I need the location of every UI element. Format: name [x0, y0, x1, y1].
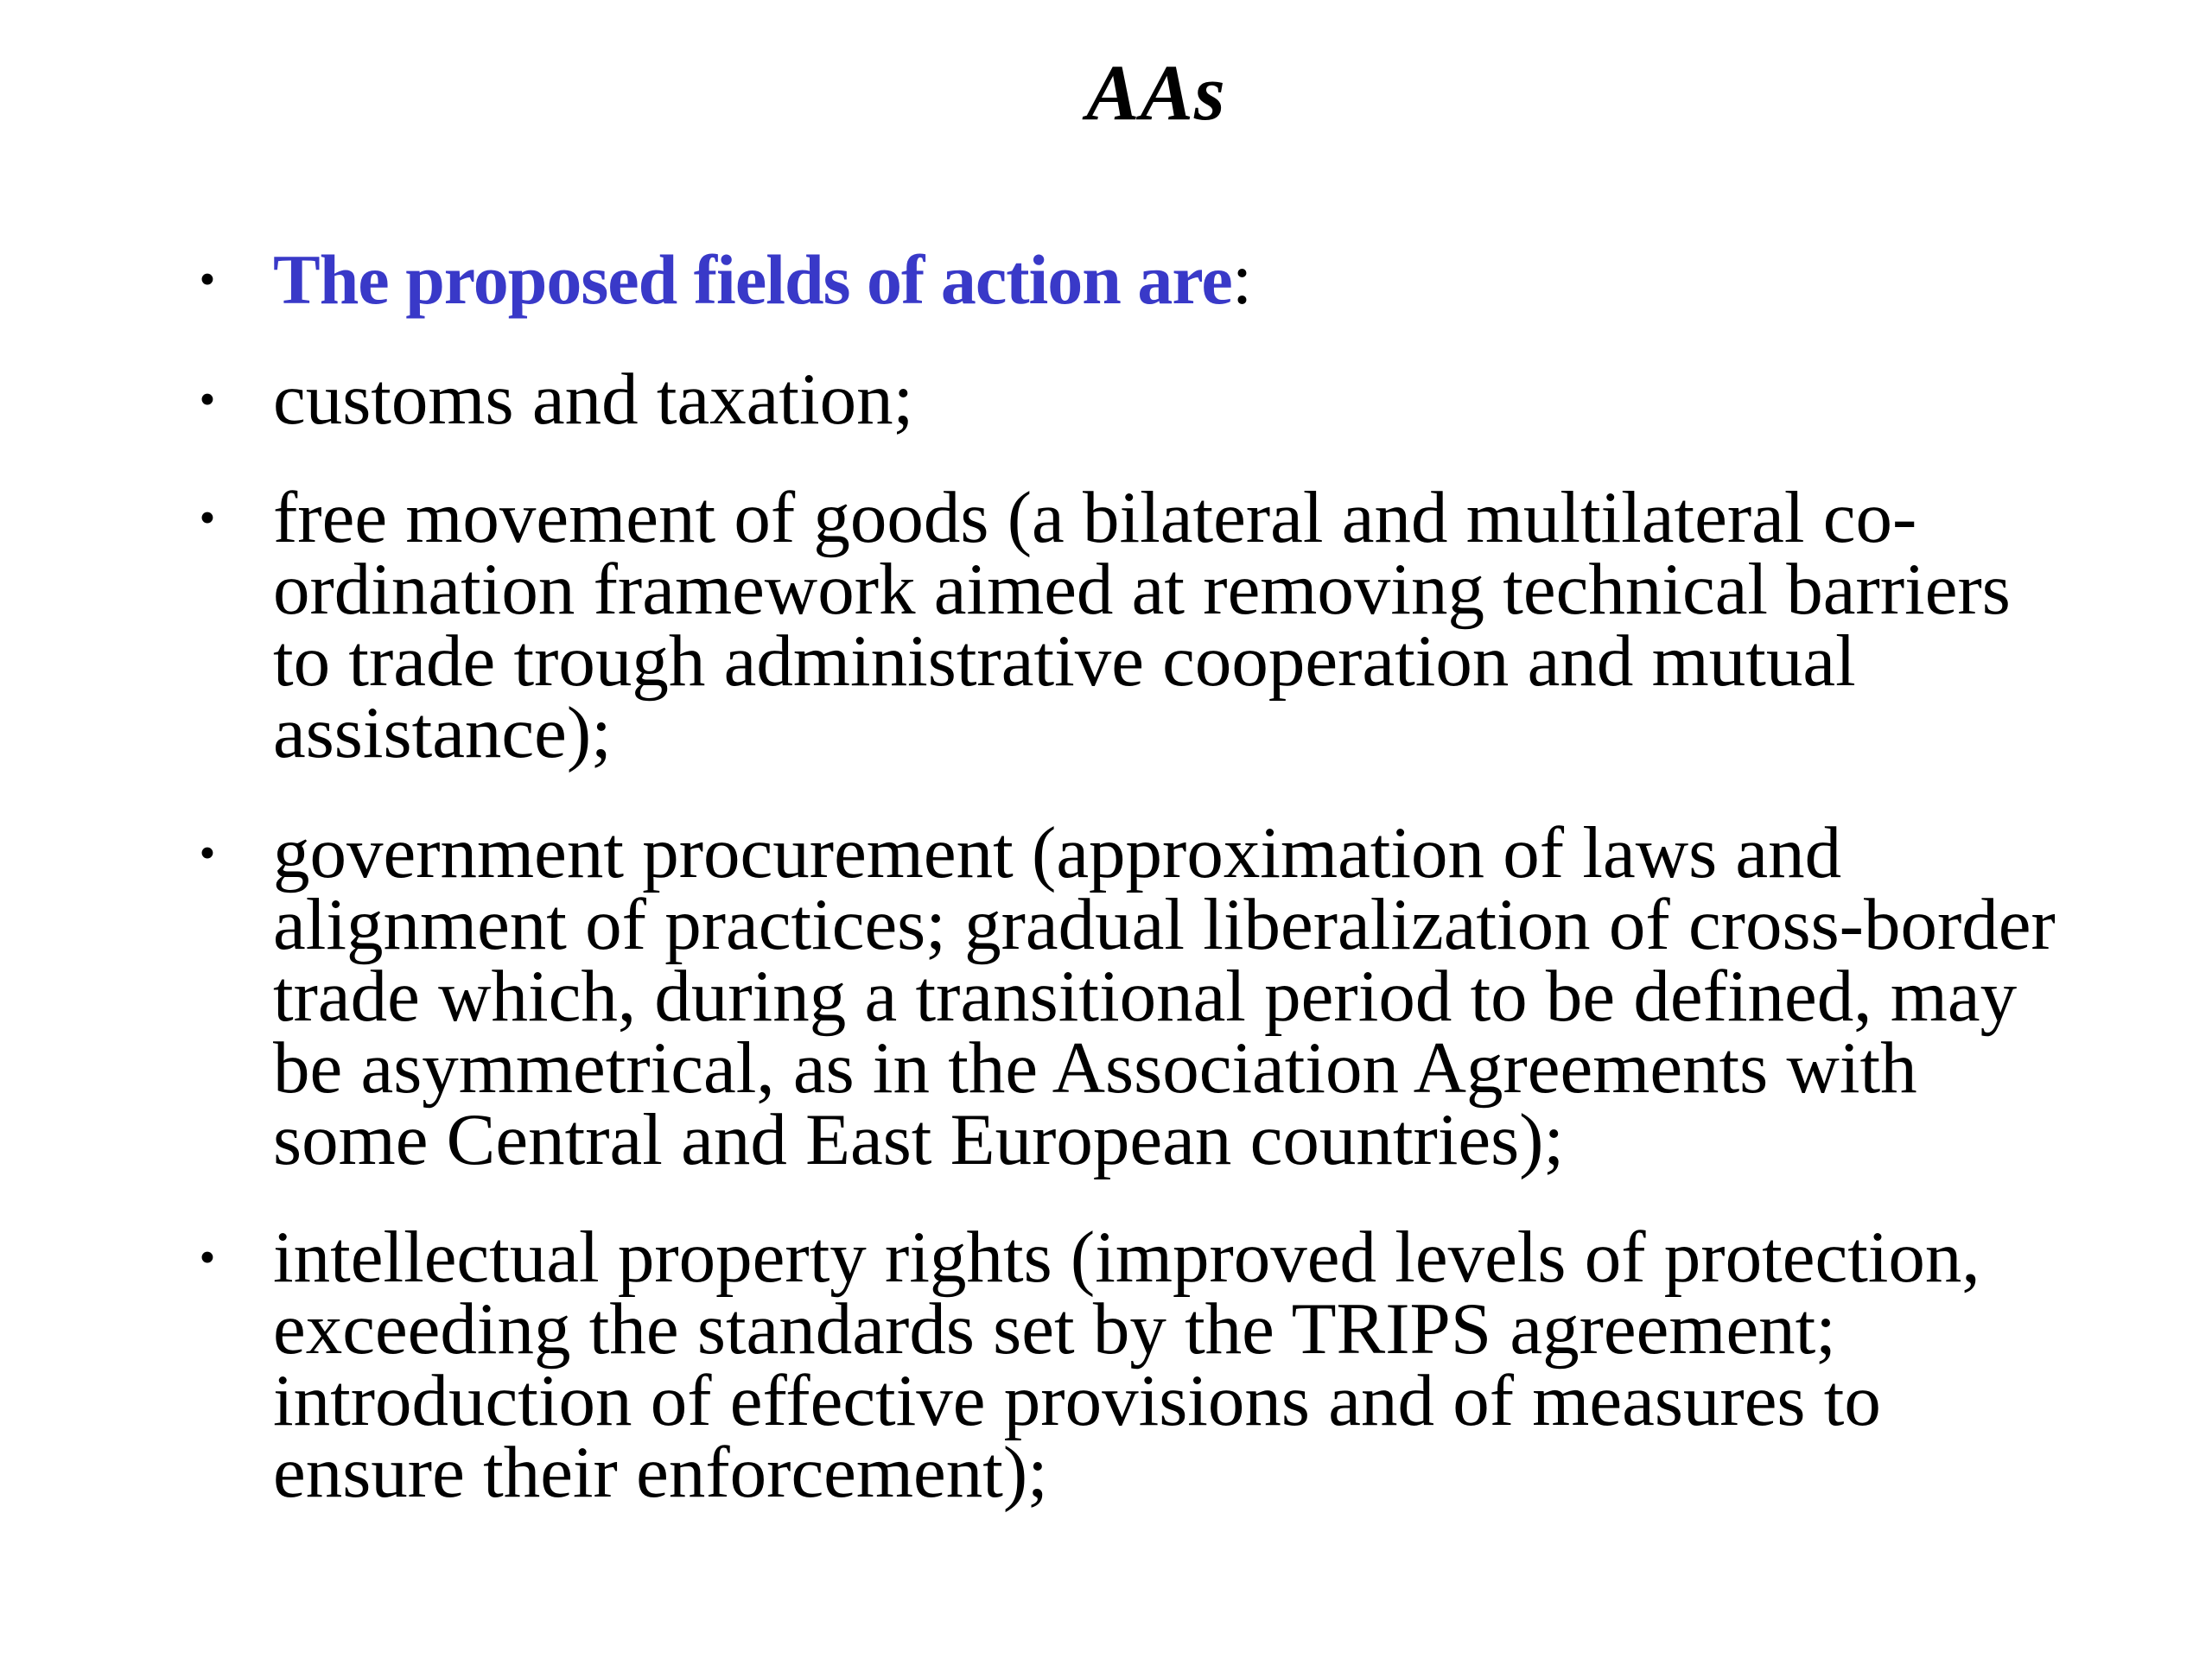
bullet-line: to trade trough administrative cooperation and mutual — [273, 620, 1856, 702]
bullet-line: ensure their enforcement); — [273, 1432, 1048, 1513]
bullet-line: exceeding the standards set by the TRIPS agreement; — [273, 1288, 1836, 1370]
bullet-line: government procurement (approximation of laws and — [273, 812, 1842, 893]
bullet-line: be asymmetrical, as in the Association Agreements with — [273, 1027, 1917, 1109]
slide-title: AAs — [1086, 48, 1226, 137]
bullet-line: alignment of practices; gradual liberalization of cross-border — [273, 884, 2056, 965]
bullet-item-fields-of-action — [199, 238, 2187, 320]
bullet-line: intellectual property rights (improved levels of protection, — [273, 1217, 1980, 1298]
bullet-dot-icon: • — [199, 253, 216, 305]
bullet-dot-icon: • — [199, 827, 216, 879]
bullet-dot-icon: • — [199, 492, 216, 543]
bullet-line: customs and taxation; — [273, 359, 914, 440]
highlighted-heading: The proposed fields of action are — [273, 240, 1232, 319]
bullet-dot-icon: • — [199, 1231, 216, 1283]
bullet-line: introduction of effective provisions and of measures to — [273, 1360, 1881, 1441]
bullet-line: free movement of goods (a bilateral and multilateral co- — [273, 477, 1917, 558]
bullet-item-intellectual-property — [199, 1217, 2187, 1513]
heading-colon: : — [1231, 238, 1253, 320]
bullet-dot-icon: • — [199, 373, 216, 425]
bullet-item-customs — [199, 359, 2187, 440]
bullet-line: some Central and East European countries); — [273, 1099, 1565, 1180]
bullet-line: trade which, during a transitional period to be defined, may — [273, 956, 2018, 1037]
bullet-line: assistance); — [273, 692, 612, 773]
bullet-item-free-movement — [199, 477, 2187, 773]
bullet-line: ordination framework aimed at removing technical barriers — [273, 549, 2011, 630]
bullet-line — [273, 238, 2187, 320]
bullet-item-government-procurement — [199, 812, 2187, 1180]
